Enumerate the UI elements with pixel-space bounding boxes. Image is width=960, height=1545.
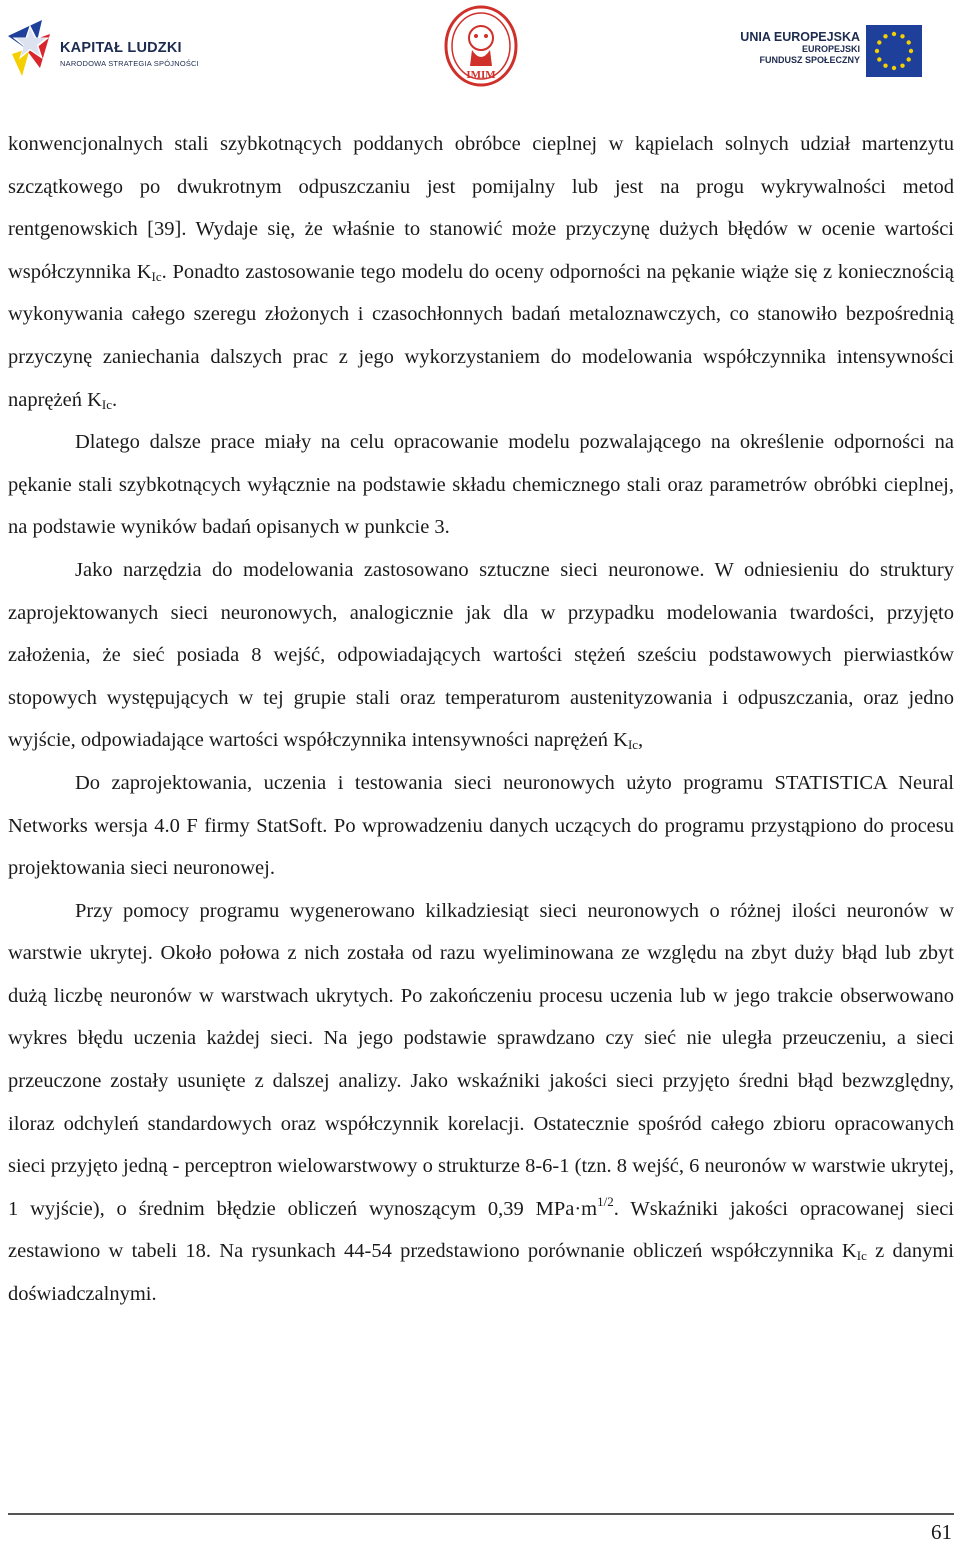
imim-seal-logo	[442, 4, 520, 88]
eu-fund-line2: FUNDUSZ SPOŁECZNY	[759, 55, 860, 65]
imim-seal-text: IMIM	[466, 69, 496, 81]
eu-logo-text	[724, 30, 860, 66]
eu-title: UNIA EUROPEJSKA	[740, 30, 860, 44]
paragraph-3	[8, 549, 954, 762]
paragraph-3-text-a: Jako narzędzia do modelowania zastosowano sztuczne sieci neuronowe. W odniesieniu do struktury zaprojektowanych sieci neuronowych, analogicznie jak dla w przypadku modelowania twardości, przyjęto założenia, że sieć posiada 8 wejść, odpowiadających wartości stężeń sześciu podstawowych pierwiastków stopowych występujących w tej grupie stali oraz temperaturom austenityzowania i odpuszczania, oraz jedno wyjście, odpowiadające wartości współczynnika intensywności naprężeń K	[8, 558, 954, 752]
kic-subscript: Ic	[856, 1248, 867, 1264]
paragraph-4: Do zaprojektowania, uczenia i testowania sieci neuronowych użyto programu STATISTICA Neural Networks wersja 4.0 F firmy StatSoft. Po wprowadzeniu danych uczących do programu przystąpiono do procesu projektowania sieci neuronowej.	[8, 771, 954, 880]
paragraph-3-text-b: ,	[638, 729, 644, 752]
kapital-ludzki-emblem-icon	[4, 14, 64, 80]
exponent-superscript: 1/2	[597, 1193, 614, 1209]
kapital-ludzki-title: KAPITAŁ LUDZKI	[60, 40, 182, 56]
page-header	[0, 0, 960, 96]
paragraph-2: Dlatego dalsze prace miały na celu opracowanie modelu pozwalającego na określenie odporności na pękanie stali szybkotnących wyłącznie na podstawie składu chemicznego stali oraz parametrów obróbki cieplnej, na podstawie wyników badań opisanych w punkcie 3.	[8, 431, 954, 539]
footer-divider	[8, 1513, 954, 1515]
paragraph-5	[8, 890, 954, 1316]
kic-subscript: Ic	[151, 268, 162, 284]
paragraph-5-text-b: . Wskaźniki jakości opracowanej sieci zestawiono w tabeli 18. Na rysunkach 44-54 przedstawiono porównanie obliczeń współczynnika K	[8, 1197, 954, 1263]
paragraph-1-text-a: konwencjonalnych stali szybkotnących poddanych obróbce cieplnej w kąpielach solnych udział martenzytu szczątkowego po dwukrotnym odpuszczaniu jest pomijalny lub jest na progu wykrywalności metod rentgenowskich [39]. Wydaje się, że właśnie to stanowić może przyczynę dużych błędów w ocenie wartości współczynnika K	[8, 133, 954, 283]
paragraph-5-text-a: Przy pomocy programu wygenerowano kilkadziesiąt sieci neuronowych o różnej ilości neuronów w warstwie ukrytej. Około połowa z nich została od razu wyeliminowana ze względu na zbyt duży błąd lub zbyt dużą liczbę neuronów w warstwach ukrytych. Po zakończeniu procesu uczenia lub w jego trakcie obserwowano wykres błędu uczenia każdej sieci. Na jego podstawie sprawdzano czy sieć nie uległa przeuczeniu, a sieci przeuczone zostały usunięte z dalszej analizy. Jako wskaźniki jakości sieci przyjęto średni błąd bezwzględny, iloraz odchyleń standardowych oraz współczynnik korelacji. Ostatecznie spośród całego zbioru opracowanych sieci przyjęto jedną - perceptron wielowarstwowy o strukturze 8-6-1 (tzn. 8 wejść, 6 neuronów w warstwie ukrytej, 1 wyjście), o średnim błędzie obliczeń wynoszącym 0,39 MPa·m	[8, 899, 954, 1220]
eu-fund-line1: EUROPEJSKI	[801, 44, 860, 54]
kic-subscript: Ic	[101, 396, 113, 412]
kapital-ludzki-logo	[4, 14, 204, 80]
paragraph-1-text-c: .	[112, 388, 118, 411]
paragraph-5-text-c: z danymi doświadczalnymi.	[8, 1240, 955, 1306]
paragraph-1-text-b: . Ponadto zastosowanie tego modelu do oceny odporności na pękanie wiąże się z koniecznością wykonywania całego szeregu złożonych i czasochłonnych badań metaloznawczych, co stanowiło bezpośrednią przyczynę zaniechania dalszych prac z jego wykorzystaniem do modelowania współczynnika intensywności naprężeń K	[8, 260, 954, 411]
kic-subscript: Ic	[627, 737, 639, 753]
page-number: 61	[931, 1520, 952, 1544]
eu-flag-icon	[866, 25, 922, 77]
document-body	[8, 123, 954, 1316]
paragraph-1	[8, 123, 954, 421]
kapital-ludzki-subtitle: NARODOWA STRATEGIA SPÓJNOŚCI	[60, 59, 199, 68]
